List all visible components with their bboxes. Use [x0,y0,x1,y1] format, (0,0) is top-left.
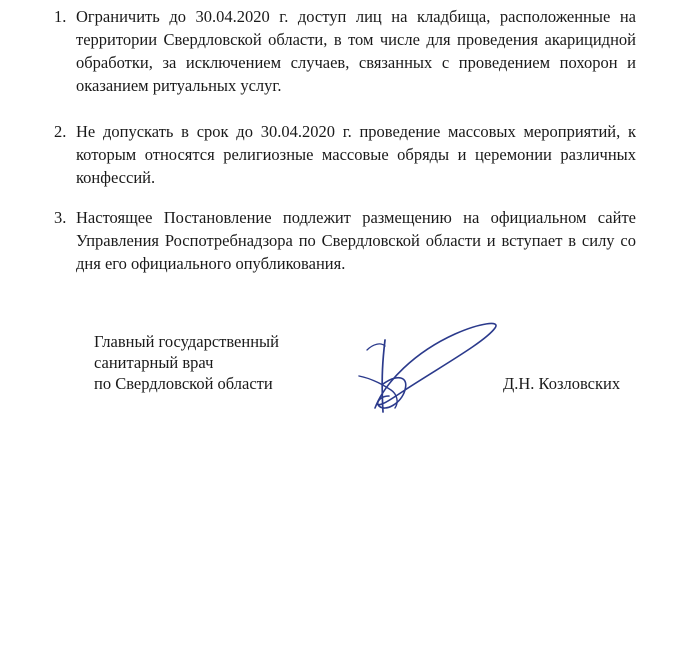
signer-position-line-3: по Свердловской области [94,374,273,393]
item-text: Настоящее Постановление подлежит размещению на официальном сайте Управления Роспотребнадзора по Свердловской области и вступает в силу со дня его официального опубликования. [76,208,636,273]
item-number: 3. [54,208,67,227]
signer-position-line-1: Главный государственный [94,332,279,351]
list-item-2 [54,120,636,189]
signer-name: Д.Н. Козловских [503,374,621,393]
handwritten-signature [345,312,505,422]
list-item-3 [54,206,636,275]
list-item-1 [54,5,636,97]
signer-position [94,331,279,394]
item-number: 1. [54,7,67,26]
signer-position-line-2: санитарный врач [94,353,214,372]
item-number: 2. [54,122,67,141]
item-text: Ограничить до 30.04.2020 г. доступ лиц на кладбища, расположенные на территории Свердловской области, в том числе для проведения акарицидной обработки, за исключением случаев, связанных с проведением похорон и оказанием ритуальных услуг. [76,7,636,95]
item-text: Не допускать в срок до 30.04.2020 г. проведение массовых мероприятий, к которым относятся религиозные массовые обряды и церемонии различных конфессий. [76,122,636,187]
